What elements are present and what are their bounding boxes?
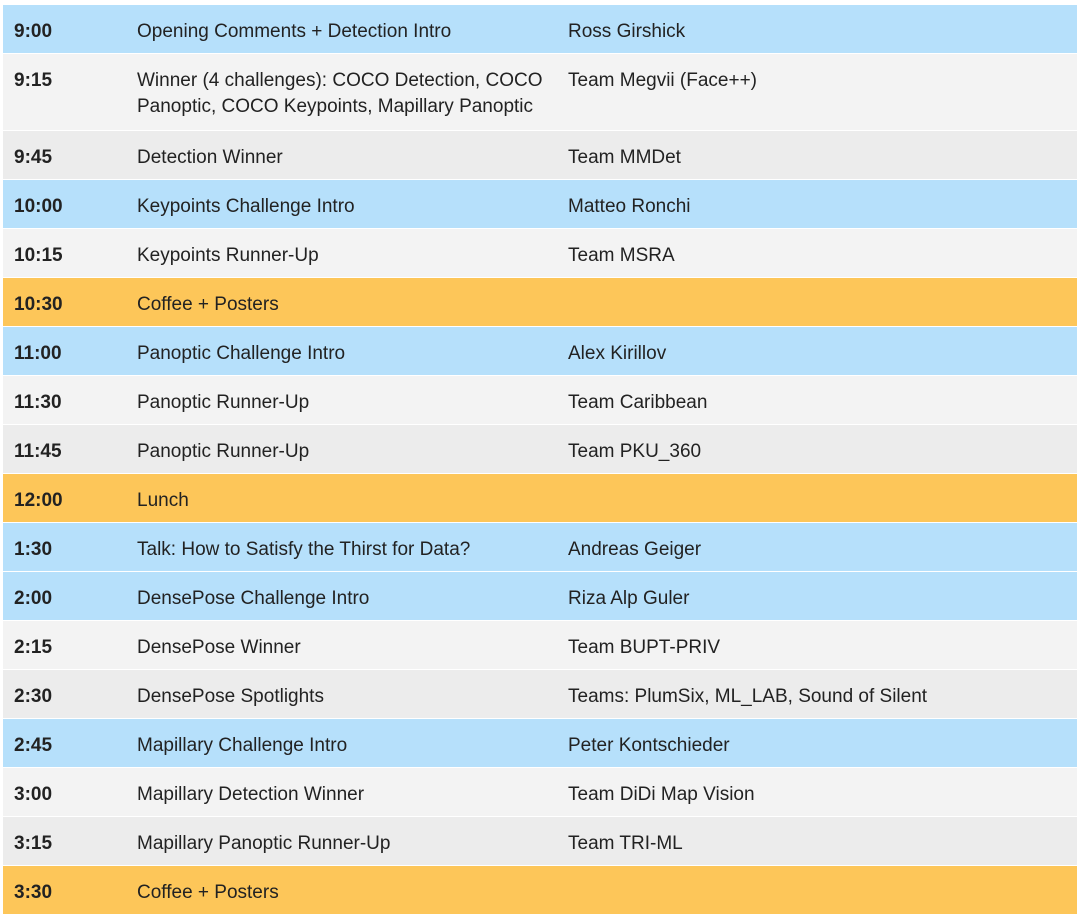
row-speaker: Riza Alp Guler: [568, 588, 690, 609]
row-event: Talk: How to Satisfy the Thirst for Data?: [137, 539, 471, 560]
row-speaker: Team PKU_360: [568, 441, 702, 462]
row-event: Mapillary Panoptic Runner-Up: [137, 833, 391, 854]
row-time: 11:45: [14, 441, 62, 462]
row-event: Detection Winner: [137, 147, 283, 168]
schedule-row: [3, 278, 1077, 327]
row-speaker: Team MSRA: [568, 245, 675, 266]
row-speaker: Alex Kirillov: [568, 343, 667, 364]
schedule-row: [3, 180, 1077, 229]
schedule-row: [3, 376, 1077, 425]
schedule-table: [3, 5, 1077, 915]
schedule-row: [3, 229, 1077, 278]
schedule-row: [3, 131, 1077, 180]
row-speaker: Team Caribbean: [568, 392, 708, 413]
row-event: Panoptic Runner-Up: [137, 392, 310, 413]
schedule-row: [3, 621, 1077, 670]
row-time: 10:15: [14, 245, 63, 266]
row-time: 10:00: [14, 196, 63, 217]
row-event: Mapillary Detection Winner: [137, 784, 365, 805]
row-event: Opening Comments + Detection Intro: [137, 21, 452, 42]
row-event: Coffee + Posters: [137, 882, 279, 903]
row-speaker: Team Megvii (Face++): [568, 70, 758, 91]
schedule-row: [3, 768, 1077, 817]
row-time: 9:15: [14, 70, 53, 91]
row-event: Keypoints Runner-Up: [137, 245, 319, 266]
row-time: 3:15: [14, 833, 53, 854]
row-event: DensePose Spotlights: [137, 686, 324, 707]
row-event: DensePose Winner: [137, 637, 301, 658]
schedule-row: [3, 523, 1077, 572]
row-speaker: Andreas Geiger: [568, 539, 702, 560]
schedule-row: [3, 719, 1077, 768]
row-event: Winner (4 challenges): COCO Detection, COCO Panoptic, COCO Keypoints, Mapillary Panoptic: [137, 70, 543, 117]
row-time: 9:00: [14, 21, 53, 42]
row-time: 2:30: [14, 686, 53, 707]
row-speaker: Team TRI-ML: [568, 833, 683, 854]
row-speaker: Ross Girshick: [568, 21, 686, 42]
row-event: DensePose Challenge Intro: [137, 588, 370, 609]
schedule-row: [3, 670, 1077, 719]
schedule-row: [3, 425, 1077, 474]
schedule-row: [3, 5, 1077, 54]
row-speaker: Peter Kontschieder: [568, 735, 730, 756]
row-event: Coffee + Posters: [137, 294, 279, 315]
schedule-row: [3, 866, 1077, 915]
row-time: 3:00: [14, 784, 53, 805]
row-time: 2:45: [14, 735, 53, 756]
row-time: 11:00: [14, 343, 62, 364]
row-speaker: Teams: PlumSix, ML_LAB, Sound of Silent: [568, 686, 928, 707]
row-time: 12:00: [14, 490, 63, 511]
row-event: Keypoints Challenge Intro: [137, 196, 355, 217]
row-speaker: Team BUPT-PRIV: [568, 637, 721, 658]
row-time: 11:30: [14, 392, 62, 413]
row-speaker: Team MMDet: [568, 147, 681, 168]
row-time: 10:30: [14, 294, 63, 315]
row-time: 2:00: [14, 588, 53, 609]
row-speaker: Matteo Ronchi: [568, 196, 691, 217]
row-speaker: Team DiDi Map Vision: [568, 784, 755, 805]
row-time: 9:45: [14, 147, 53, 168]
row-event: Mapillary Challenge Intro: [137, 735, 348, 756]
row-time: 1:30: [14, 539, 53, 560]
schedule-row: [3, 817, 1077, 866]
schedule-row: [3, 572, 1077, 621]
row-time: 3:30: [14, 882, 53, 903]
row-event: Panoptic Challenge Intro: [137, 343, 346, 364]
row-time: 2:15: [14, 637, 53, 658]
row-event: Panoptic Runner-Up: [137, 441, 310, 462]
schedule-row: [3, 474, 1077, 523]
schedule-row: [3, 327, 1077, 376]
schedule-row: [3, 54, 1077, 131]
row-event: Lunch: [137, 490, 189, 511]
